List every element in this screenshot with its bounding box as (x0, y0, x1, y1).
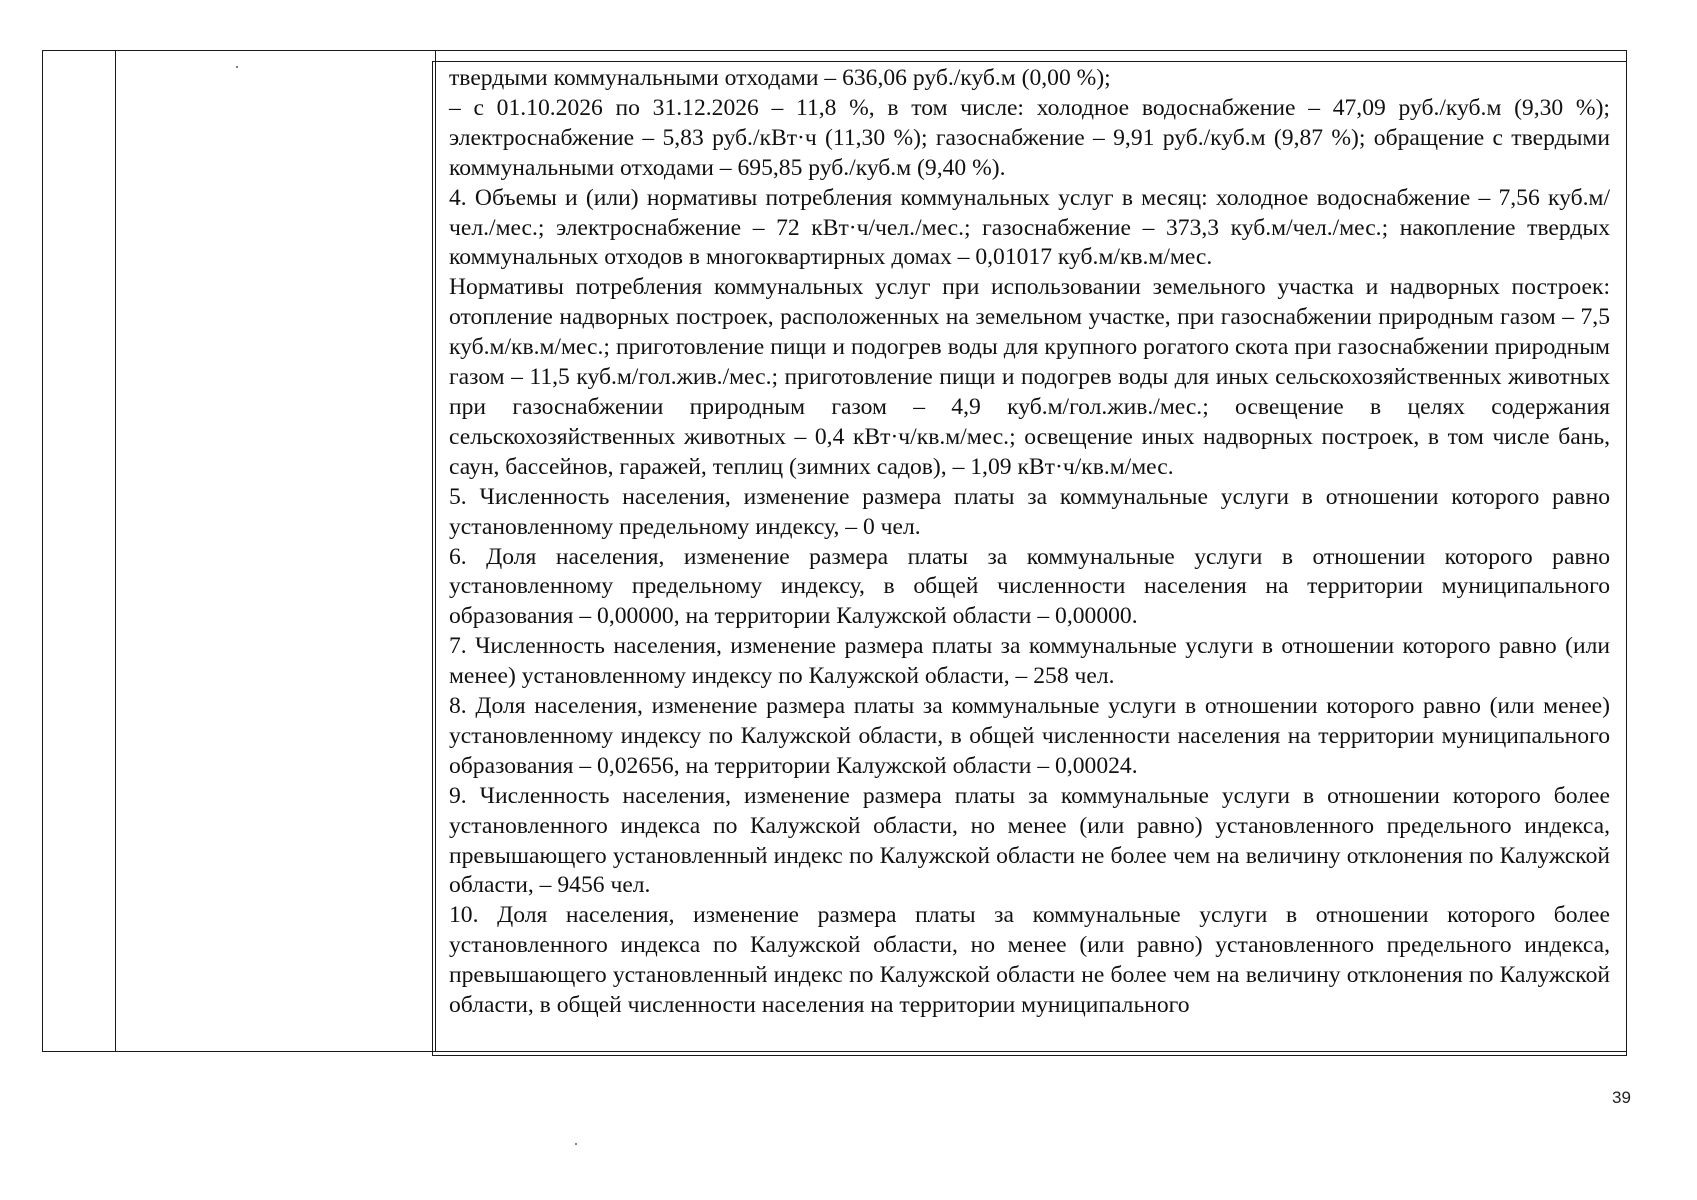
cell-body (449, 64, 1610, 1021)
paragraph: 7. Численность населения, изменение размера платы за коммунальные услуги в отношении которого равно (или менее) установленному индексу по Калужской области, – 258 чел. (449, 633, 1610, 690)
paragraph: 9. Численность населения, изменение размера платы за коммунальные услуги в отношении которого более установленного индекса по Калужской области, но менее (или равно) установленного предельного индекса, превышающего установленный индекс по Калужской области не более чем на величину отклонения по Калужской области, – 9456 чел. (449, 782, 1610, 899)
paragraph: 8. Доля населения, изменение размера платы за коммунальные услуги в отношении которого равно (или менее) установленному индексу по Калужской области, в общей численности населения на территории муниципального образования – 0,02656, на территории Калужской области – 0,00024. (449, 693, 1610, 779)
paragraph: Нормативы потребления коммунальных услуг при использовании земельного участка и надворных построек: отопление надворных построек, расположенных на земельном участке, при газоснабжении природным газом – 7,5 куб.м/кв.м/мес.; приготовление пищи и подогрев воды для крупного рогатого скота при газоснабжении природным газом – 11,5 куб.м/гол.жив./мес.; приготовление пищи и подогрев воды для иных сельскохозяйственных животных при газоснабжении природным газом – 4,9 куб.м/гол.жив./мес.; освещение в целях содержания сельскохозяйственных животных – 0,4 кВт·ч/кв.м/мес.; освещение иных надворных построек, в том числе бань, саун, бассейнов, гаражей, теплиц (зимних садов), – 1,09 кВт·ч/кв.м/мес. (449, 274, 1610, 480)
paragraph: 5. Численность населения, изменение размера платы за коммунальные услуги в отношении которого равно установленному предельному индексу, – 0 чел. (449, 483, 1610, 540)
paragraph: 4. Объемы и (или) нормативы потребления коммунальных услуг в месяц: холодное водоснабжение – 7,56 куб.м/чел./мес.; электроснабжение – 72 кВт·ч/чел./мес.; газоснабжение – 373,3 куб.м/чел./мес.; накопление твердых коммунальных отходов в многоквартирных домах – 0,01017 куб.м/кв.м/мес. (449, 184, 1610, 271)
table-text-cell (432, 61, 1627, 1056)
table-column-divider (115, 51, 116, 1051)
scan-speck (236, 66, 238, 68)
paragraph: 10. Доля населения, изменение размера платы за коммунальные услуги в отношении которого более установленного индекса по Калужской области, но менее (или равно) установленного предельного индекса, превышающего установленный индекс по Калужской области не более чем на величину отклонения по Калужской области, в общей численности населения на территории муниципального (449, 902, 1610, 1019)
page-number: 39 (1612, 1088, 1631, 1107)
paragraph: твердыми коммунальными отходами – 636,06 руб./куб.м (0,00 %); (449, 65, 1111, 91)
scan-speck (575, 1143, 577, 1145)
paragraph: – с 01.10.2026 по 31.12.2026 – 11,8 %, в том числе: холодное водоснабжение – 47,09 руб./куб.м (9,30 %); электроснабжение – 5,83 руб./кВт·ч (11,30 %); газоснабжение – 9,91 руб./куб.м (9,87 %); обращение с твердыми коммунальными отходами – 695,85 руб./куб.м (9,40 %). (449, 94, 1610, 181)
paragraph: 6. Доля населения, изменение размера платы за коммунальные услуги в отношении которого равно установленному предельному индексу, в общей численности населения на территории муниципального образования – 0,00000, на территории Калужской области – 0,00000. (449, 543, 1610, 630)
